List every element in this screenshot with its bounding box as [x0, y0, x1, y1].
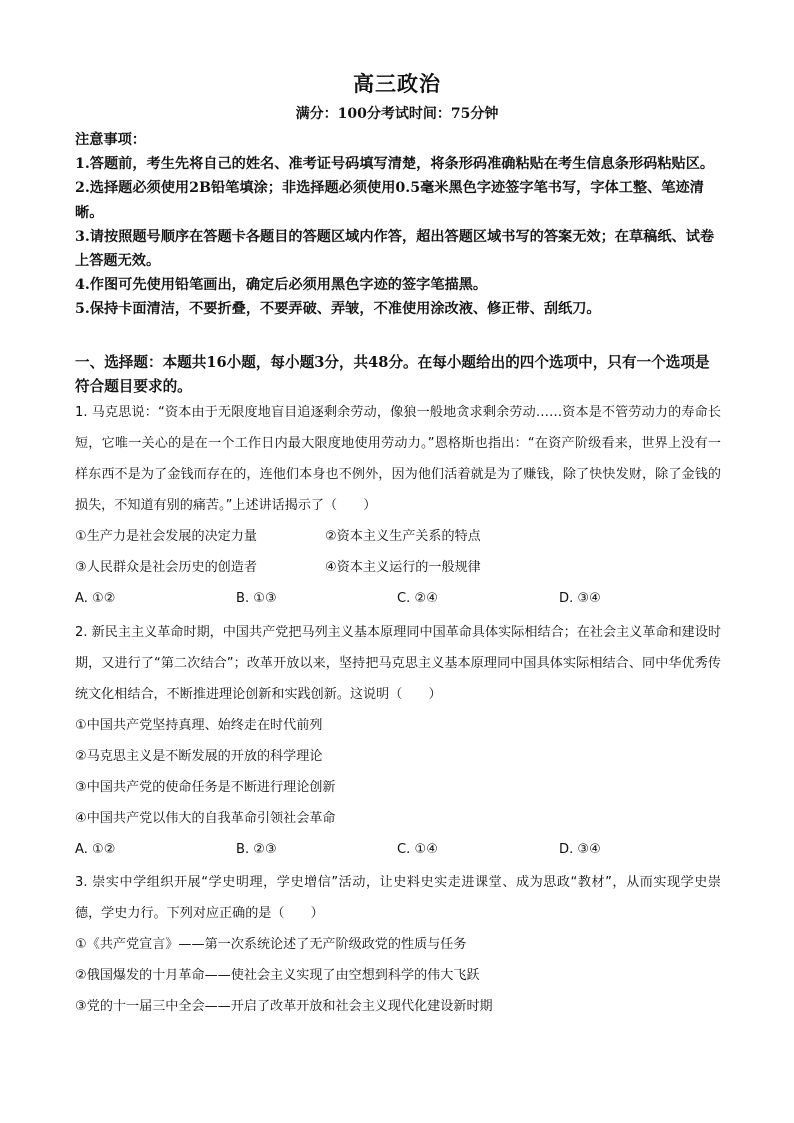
statement: ①生产力是社会发展的决定力量	[75, 529, 257, 544]
option-a: A. ①②	[75, 591, 116, 606]
option-b: B. ①③	[236, 591, 277, 606]
question-stem: 1. 马克思说：“资本由于无限度地盲目追逐剩余劳动，像狼一般地贪求剩余劳动……资本是不管劳动力的寿命长短，它唯一关心的是在一个工作日内最大限度地使用劳动力。”恩格斯也指出：“在资产阶级看来，世界上没有一样东西不是为了金钱而存在的，连他们本身也不例外，因为他们活着就是为了赚钱，除了快快发财，除了金钱的损失，不知道有别的痛苦。”上述讲话揭示了（ ）	[75, 405, 721, 513]
statement: ②资本主义生产关系的特点	[325, 529, 481, 544]
option-d: D. ③④	[559, 591, 601, 606]
notice-heading: 注意事项：	[75, 132, 146, 148]
statement: ②马克思主义是不断发展的开放的科学理论	[75, 749, 323, 764]
statement: ②俄国爆发的十月革命——使社会主义实现了由空想到科学的伟大飞跃	[75, 968, 480, 983]
statement: ④中国共产党以伟大的自我革命引领社会革命	[75, 811, 336, 826]
question-stem: 2. 新民主主义革命时期，中国共产党把马列主义基本原理同中国革命具体实际相结合；在社会主义革命和建设时期，又进行了“第二次结合”；改革开放以来，坚持把马克思主义基本原理同中国具体实际相结合、同中华优秀传统文化相结合，不断推进理论创新和实践创新。这说明（ ）	[75, 625, 721, 702]
option-a: A. ①②	[75, 842, 116, 857]
option-c: C. ②④	[397, 591, 438, 606]
option-c: C. ①④	[397, 842, 438, 857]
option-d: D. ③④	[559, 842, 601, 857]
question-stem: 3. 崇实中学组织开展“学史明理，学史增信”活动，让史料史实走进课堂、成为思政“教材”，从而实现学史崇德，学史力行。下列对应正确的是（ ）	[75, 875, 721, 921]
notice-item: 5.保持卡面清洁，不要折叠，不要弄破、弄皱，不准使用涂改液、修正带、刮纸刀。	[75, 301, 601, 318]
answer-options	[75, 834, 721, 865]
notice-item: 4.作图可先使用铅笔画出，确定后必须用黑色字迹的签字笔描黑。	[75, 277, 488, 294]
statement: ③人民群众是社会历史的创造者	[75, 560, 257, 575]
statement: ①中国共产党坚持真理、始终走在时代前列	[75, 718, 323, 733]
answer-options	[75, 583, 721, 614]
notice-item: 1.答题前，考生先将自己的姓名、准考证号码填写清楚，将条形码准确粘贴在考生信息条形码粘贴区。	[75, 156, 715, 173]
question-1	[75, 397, 721, 614]
exam-info: 满分：100分考试时间：75分钟	[295, 106, 499, 122]
statement: ①《共产党宣言》——第一次系统论述了无产阶级政党的性质与任务	[75, 937, 467, 952]
section-heading: 一、选择题：本题共16小题，每小题3分，共48分。在每小题给出的四个选项中，只有一个选项是符合题目要求的。	[75, 354, 710, 395]
notice-section	[75, 128, 721, 322]
page-title: 高三政治	[353, 71, 441, 96]
statement-row	[75, 521, 721, 552]
statement: ④资本主义运行的一般规律	[325, 560, 481, 575]
notice-item: 3.请按照题号顺序在答题卡各题目的答题区域内作答，超出答题区域书写的答案无效；在草稿纸、试卷上答题无效。	[75, 228, 715, 270]
question-3	[75, 867, 721, 1022]
notice-item: 2.选择题必须使用2B铅笔填涂；非选择题必须使用0.5毫米黑色字迹签字笔书写，字体工整、笔迹清晰。	[75, 180, 704, 221]
option-b: B. ②③	[236, 842, 277, 857]
statement: ③中国共产党的使命任务是不断进行理论创新	[75, 780, 336, 795]
statement-row	[75, 552, 721, 583]
statement: ③党的十一届三中全会——开启了改革开放和社会主义现代化建设新时期	[75, 999, 493, 1014]
question-2	[75, 617, 721, 865]
